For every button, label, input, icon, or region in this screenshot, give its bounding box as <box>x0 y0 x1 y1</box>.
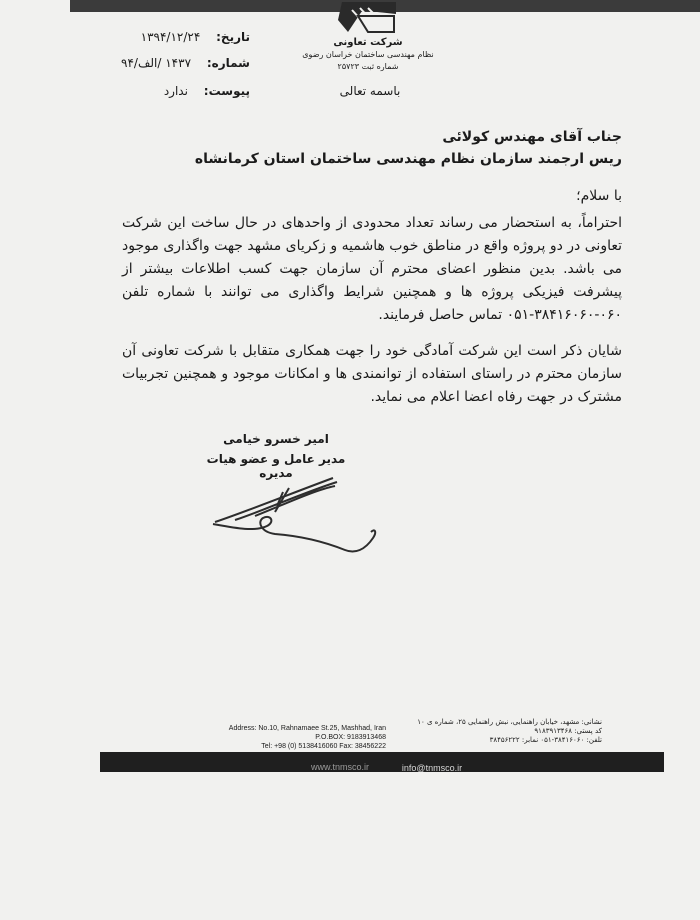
recipient-name: جناب آقای مهندس کولائی <box>442 129 622 145</box>
footer-address-en: Address: No.10, Rahnamaee St.25, Mashhad, Iran <box>228 725 386 732</box>
greeting: با سلام؛ <box>576 188 622 204</box>
handwritten-signature-icon <box>205 462 385 562</box>
number-value: ۱۴۳۷ /الف/۹۴ <box>121 56 192 70</box>
company-logo-icon <box>338 2 396 36</box>
footer-phone-en: Tel: +98 (0) 5138416060 Fax: 38456222 <box>261 743 386 750</box>
footer-pobox-en: P.O.BOX: 9183913468 <box>315 734 386 741</box>
bismillah-heading: باسمه تعالی <box>339 84 401 98</box>
footer-phone-fa: تلفن: ۳۸۴۱۶۰۶۰-۰۵۱ نمابر: ۳۸۴۵۶۲۲۲ <box>489 736 602 744</box>
footer-website: www.tnmsco.ir <box>310 762 369 772</box>
number-row <box>110 56 250 70</box>
letter-paragraph-2: شایان ذکر است این شرکت آمادگی خود را جهت همکاری متقابل با شرکت تعاونی آن سازمان محترم در راستای استفاده از توانمندی ها و امکانات موجود و همچنین تجربیات مشترک در جهت رفاه اعضا اعلام می نماید. <box>122 343 622 405</box>
date-value: ۱۳۹۴/۱۲/۲۴ <box>140 30 201 44</box>
signer-name: امیر خسرو خیامی <box>223 432 329 446</box>
attachment-value: ندارد <box>163 84 188 98</box>
date-label: تاریخ: <box>216 30 250 44</box>
recipient-position: ریس ارجمند سازمان نظام مهندسی ساختمان استان کرمانشاه <box>194 151 622 167</box>
letter-paragraph-1: احتراماً، به استحضار می رساند تعداد محدودی از واحدهای در حال ساخت این شرکت تعاونی در دو پروژه واقع در مناطق خوب هاشمیه و زکریای مشهد جهت واگذاری موجود می باشد. بدین منظور اعضای محترم آن سازمان جهت کسب اطلاعات بیشتر از پیشرفت فیزیکی پروژه ها و همچنین شرایط واگذاری می توانند با شماره تلفن ۰۶۰-۳۸۴۱۶۰۶۰-۰۵۱ تماس حاصل فرمایند. <box>122 215 622 323</box>
footer-address-persian <box>392 718 602 745</box>
recipient-block <box>162 126 622 170</box>
logo-registration: شماره ثبت ۲۵۷۲۳ <box>337 62 399 71</box>
attachment-label: پیوست: <box>203 84 250 98</box>
footer-band <box>100 752 664 772</box>
signer-title: مدیر عامل و عضو هیات مدیره <box>206 452 346 480</box>
attachment-row <box>110 84 250 98</box>
logo-subtitle: نظام مهندسی ساختمان خراسان رضوی <box>302 50 434 59</box>
logo-title: شرکت تعاونی <box>333 37 403 48</box>
footer-address-english <box>206 724 386 751</box>
number-label: شماره: <box>206 56 250 70</box>
footer-address-fa: نشانی: مشهد، خیابان راهنمایی، نبش راهنمایی ۲۵، شماره ی ۱۰ <box>417 718 602 726</box>
footer-email: info@tnmsco.ir <box>401 763 463 773</box>
footer-postal-fa: کد پستی: ۹۱۸۳۹۱۳۴۶۸ <box>534 727 602 735</box>
date-row <box>110 30 250 44</box>
